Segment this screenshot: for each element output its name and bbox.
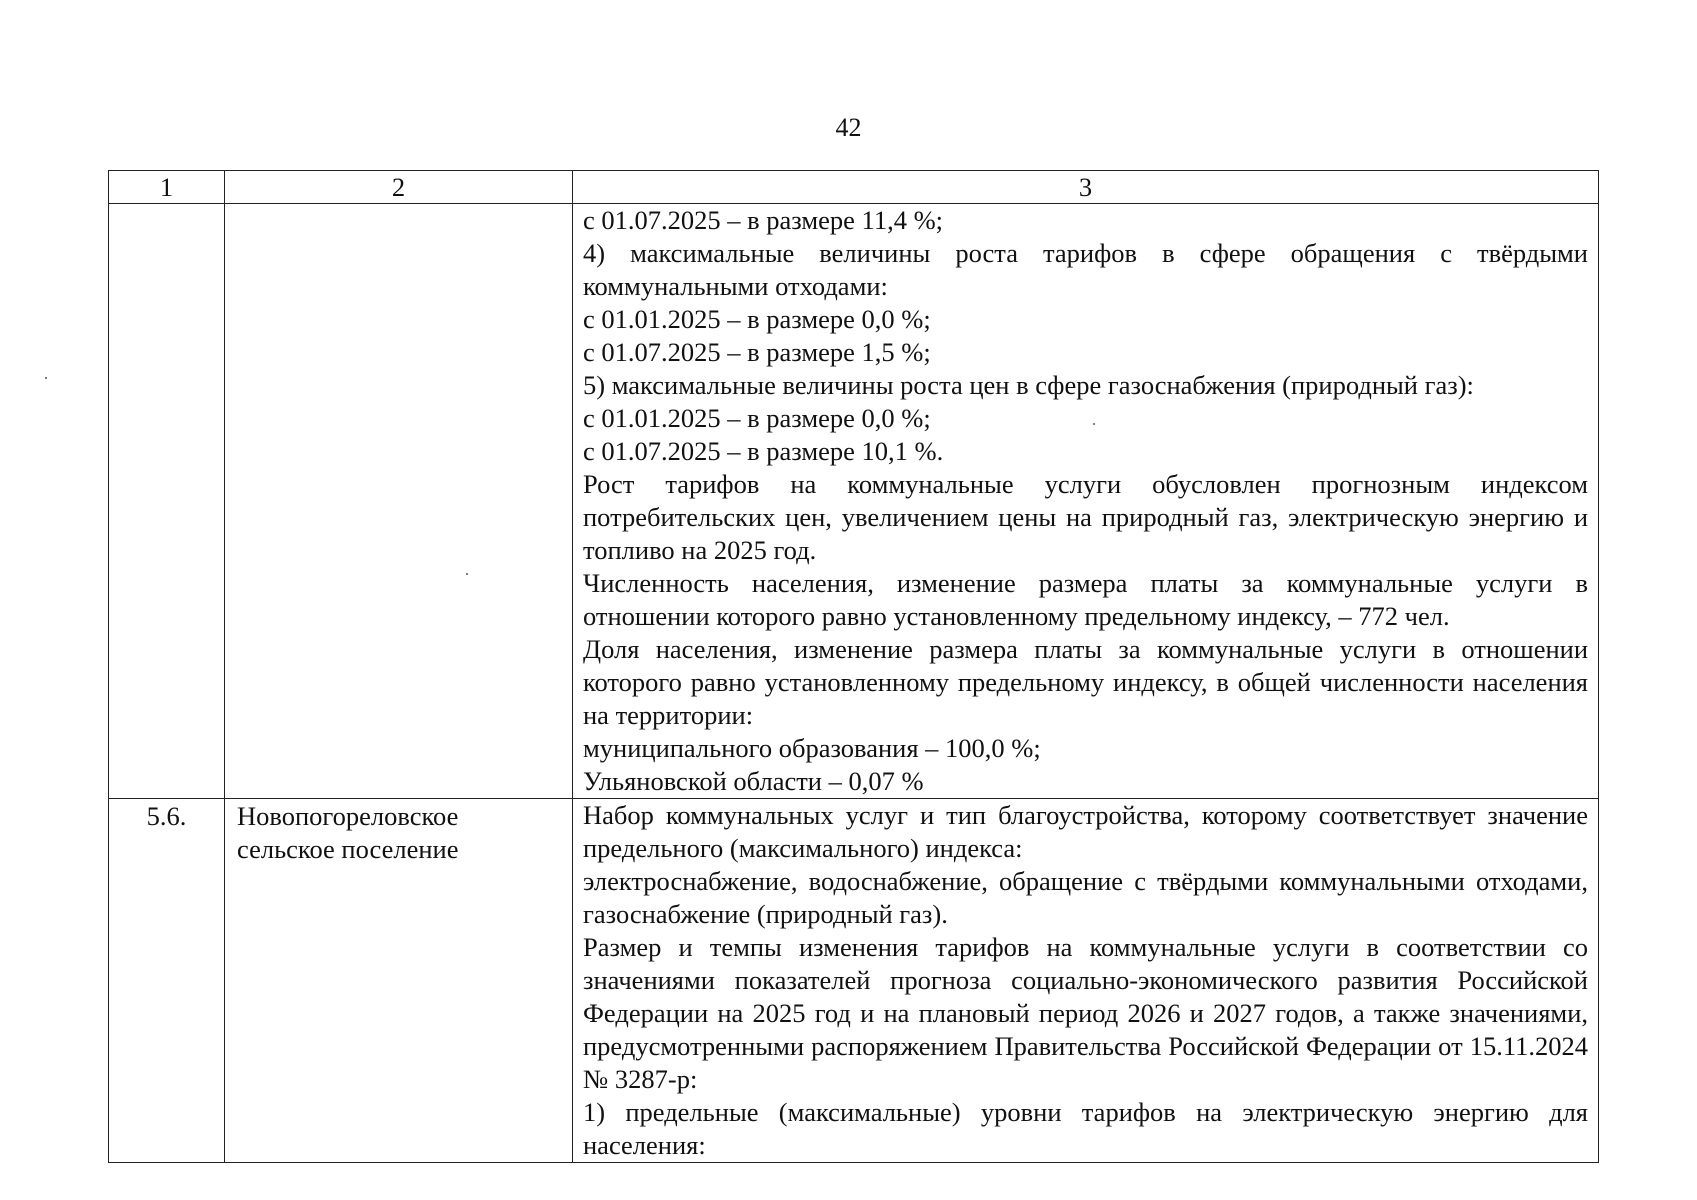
paragraph: Набор коммунальных услуг и тип благоустройства, которому соответствует значение предельного (максимального) индекса: [583,800,1588,863]
paragraph: с 01.07.2025 – в размере 10,1 %. [583,436,944,466]
paragraph: Численность населения, изменение размера платы за коммунальные услуги в отношении которого равно установленному предельному индексу, – 772 чел. [583,568,1588,631]
paragraph: Рост тарифов на коммунальные услуги обусловлен прогнозным индексом потребительских цен, увеличением цены на природный газ, электрическую энергию и топливо на 2025 год. [583,469,1588,565]
paragraph: с 01.01.2025 – в размере 0,0 %; [583,403,931,433]
settlement-name-cell [225,204,573,799]
table-row [109,204,1599,799]
header-cell-1: 1 [109,171,225,204]
paragraph: 5) максимальные величины роста цен в сфере газоснабжения (природный газ): [583,370,1474,400]
paragraph: 1) предельные (максимальные) уровни тарифов на электрическую энергию для населения: [583,1097,1588,1160]
tariff-table [108,170,1599,1163]
scan-speck [466,573,468,575]
page-number: 42 [835,113,862,142]
header-cell-3: 3 [573,171,1599,204]
row-number-cell [109,204,225,799]
paragraph: с 01.07.2025 – в размере 11,4 %; [583,205,944,235]
paragraph: Ульяновской области – 0,07 % [583,766,924,796]
paragraph: электроснабжение, водоснабжение, обращение с твёрдыми коммунальными отходами, газоснабжение (природный газ). [583,866,1588,929]
paragraph: с 01.07.2025 – в размере 1,5 %; [583,337,931,367]
table-row [109,799,1599,1163]
paragraph: 4) максимальные величины роста тарифов в сфере обращения с твёрдыми коммунальными отходами: [583,238,1588,301]
header-cell-2: 2 [225,171,573,204]
scan-speck [1093,423,1095,425]
row-number-cell: 5.6. [109,799,225,1163]
scan-speck [45,377,47,379]
description-cell [573,204,1599,799]
paragraph: Доля населения, изменение размера платы за коммунальные услуги в отношении которого равно установленному предельному индексу, в общей численности населения на территории: [583,634,1588,730]
settlement-name-cell: Новопогореловское сельское поселение [225,799,573,1163]
paragraph: с 01.01.2025 – в размере 0,0 %; [583,304,931,334]
paragraph: Размер и темпы изменения тарифов на коммунальные услуги в соответствии со значениями показателей прогноза социально-экономического развития Российской Федерации на 2025 год и на плановый период 2026 и 2027 годов, а также значениями, предусмотренными распоряжением Правительства Российской Федерации от 15.11.2024 № 3287-р: [583,932,1588,1094]
description-cell [573,799,1599,1163]
paragraph: муниципального образования – 100,0 %; [583,733,1041,763]
table-header-row [109,171,1599,204]
